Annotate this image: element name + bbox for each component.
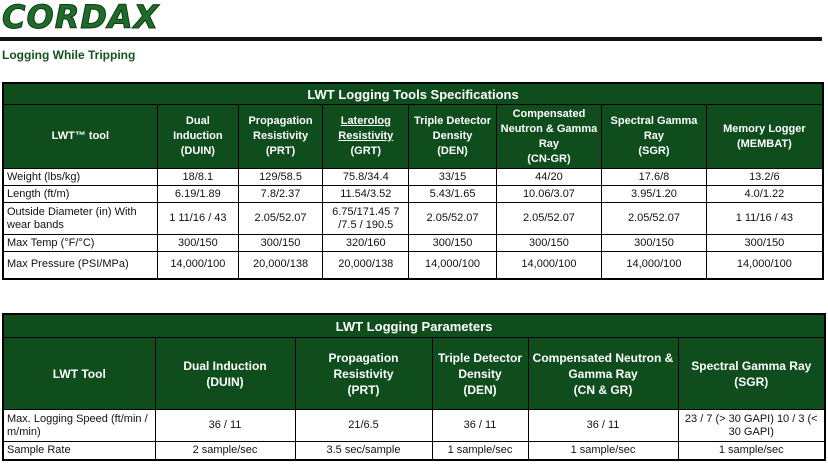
cell: 320/160: [323, 235, 409, 252]
col-name: Compensated Neutron & Gamma Ray: [532, 350, 674, 381]
table-row: [3, 186, 823, 203]
col-name: Propagation Resistivity: [248, 115, 313, 142]
cell: 36 / 11: [432, 410, 528, 442]
params-table: [2, 313, 826, 461]
specs-col-header: [409, 105, 496, 169]
cell: 10.06/3.07: [496, 186, 602, 203]
col-code: (MEMBAT): [736, 137, 792, 150]
params-table-title: LWT Logging Parameters: [3, 314, 825, 338]
cell: 300/150: [409, 235, 496, 252]
row-label: Length (ft/m): [3, 186, 157, 203]
cell: 1 sample/sec: [528, 442, 678, 460]
cell: 14,000/100: [706, 252, 823, 279]
specs-col-header: [496, 105, 602, 169]
cell: 20,000/138: [238, 252, 322, 279]
col-code: (PRT): [347, 382, 380, 397]
cell: 300/150: [706, 235, 823, 252]
specs-col-header: [238, 105, 322, 169]
params-col-header: [432, 338, 528, 410]
row-label: Max Pressure (PSI/MPa): [3, 252, 157, 279]
cell: 1 sample/sec: [678, 442, 825, 460]
col-name: Triple Detector Density: [437, 350, 523, 381]
col-code: (GRT): [350, 145, 382, 157]
specs-table-title: LWT Logging Tools Specifications: [3, 83, 823, 105]
table-row: [3, 169, 823, 186]
cell: 21/6.5: [295, 410, 432, 442]
cell: 1 11/16 / 43: [706, 203, 823, 235]
col-name: Spectral Gamma Ray: [610, 115, 698, 142]
cell: 36 / 11: [155, 410, 295, 442]
header-rule: [0, 37, 822, 41]
cell: 2.05/52.07: [409, 203, 496, 235]
cell: 17.6/8: [602, 169, 707, 186]
row-label: Weight (lbs/kg): [3, 169, 157, 186]
specs-table: [2, 82, 824, 280]
cell: 1 11/16 / 43: [157, 203, 238, 235]
specs-col-header: [706, 105, 823, 169]
col-name: Dual Induction: [183, 358, 267, 373]
cell: 14,000/100: [157, 252, 238, 279]
row-label: Max Temp (°F/°C): [3, 235, 157, 252]
col-code: (CN-GR): [527, 152, 571, 165]
specs-col-header: [157, 105, 238, 169]
cell: 33/15: [409, 169, 496, 186]
cell: 4.0/1.22: [706, 186, 823, 203]
col-name: Laterolog Resistivity: [338, 115, 394, 142]
cell: 1 sample/sec: [432, 442, 528, 460]
row-label: Max. Logging Speed (ft/min / m/min): [3, 410, 155, 442]
table-row: [3, 410, 825, 442]
col-code: (DUIN): [180, 145, 215, 157]
table-row: [3, 203, 823, 235]
cell: 6.19/1.89: [157, 186, 238, 203]
params-col-header: [528, 338, 678, 410]
specs-corner-header: LWT™ tool: [3, 105, 157, 169]
col-name: Spectral Gamma Ray: [691, 358, 812, 373]
col-name: Compensated Neutron & Gamma Ray: [500, 107, 598, 150]
cell: 3.95/1.20: [602, 186, 707, 203]
params-col-header: [678, 338, 825, 410]
cell: 11.54/3.52: [323, 186, 409, 203]
cell: 2.05/52.07: [602, 203, 707, 235]
cell: 2.05/52.07: [496, 203, 602, 235]
page-subtitle: Logging While Tripping: [2, 48, 136, 62]
cell: 2 sample/sec: [155, 442, 295, 460]
col-code: (PRT): [265, 145, 296, 157]
col-name: Dual Induction: [173, 115, 223, 142]
params-corner-header: LWT Tool: [3, 338, 155, 410]
specs-col-header: [323, 105, 409, 169]
cell: 18/8.1: [157, 169, 238, 186]
cordax-logo: CORDAX: [2, 0, 160, 36]
row-label: Outside Diameter (in) With wear bands: [3, 203, 157, 235]
cell: 20,000/138: [323, 252, 409, 279]
cell: 14,000/100: [496, 252, 602, 279]
col-code: (CN & GR): [573, 382, 633, 397]
table-row: [3, 252, 823, 279]
col-code: (SGR): [734, 374, 769, 389]
cell: 300/150: [157, 235, 238, 252]
cell: 5.43/1.65: [409, 186, 496, 203]
cell: 14,000/100: [602, 252, 707, 279]
cell: 3.5 sec/sample: [295, 442, 432, 460]
table-row: [3, 442, 825, 460]
col-name: Triple Detector Density: [414, 115, 492, 142]
col-code: (DEN): [437, 145, 468, 157]
specs-col-header: [602, 105, 707, 169]
cell: 300/150: [238, 235, 322, 252]
cell: 14,000/100: [409, 252, 496, 279]
row-label: Sample Rate: [3, 442, 155, 460]
cell: 36 / 11: [528, 410, 678, 442]
table-row: [3, 235, 823, 252]
col-code: (SGR): [638, 145, 670, 157]
cell: 129/58.5: [238, 169, 322, 186]
cell: 23 / 7 (> 30 GAPI) 10 / 3 (< 30 GAPI): [678, 410, 825, 442]
cell: 300/150: [602, 235, 707, 252]
col-code: (DEN): [463, 382, 497, 397]
cell: 13.2/6: [706, 169, 823, 186]
col-code: (DUIN): [206, 374, 244, 389]
cell: 300/150: [496, 235, 602, 252]
params-col-header: [155, 338, 295, 410]
cell: 6.75/171.45 7 /7.5 / 190.5: [323, 203, 409, 235]
cell: 7.8/2.37: [238, 186, 322, 203]
cell: 75.8/34.4: [323, 169, 409, 186]
params-col-header: [295, 338, 432, 410]
cell: 44/20: [496, 169, 602, 186]
col-name: Propagation Resistivity: [328, 350, 399, 381]
cell: 2.05/52.07: [238, 203, 322, 235]
col-name: Memory Logger: [723, 122, 806, 135]
